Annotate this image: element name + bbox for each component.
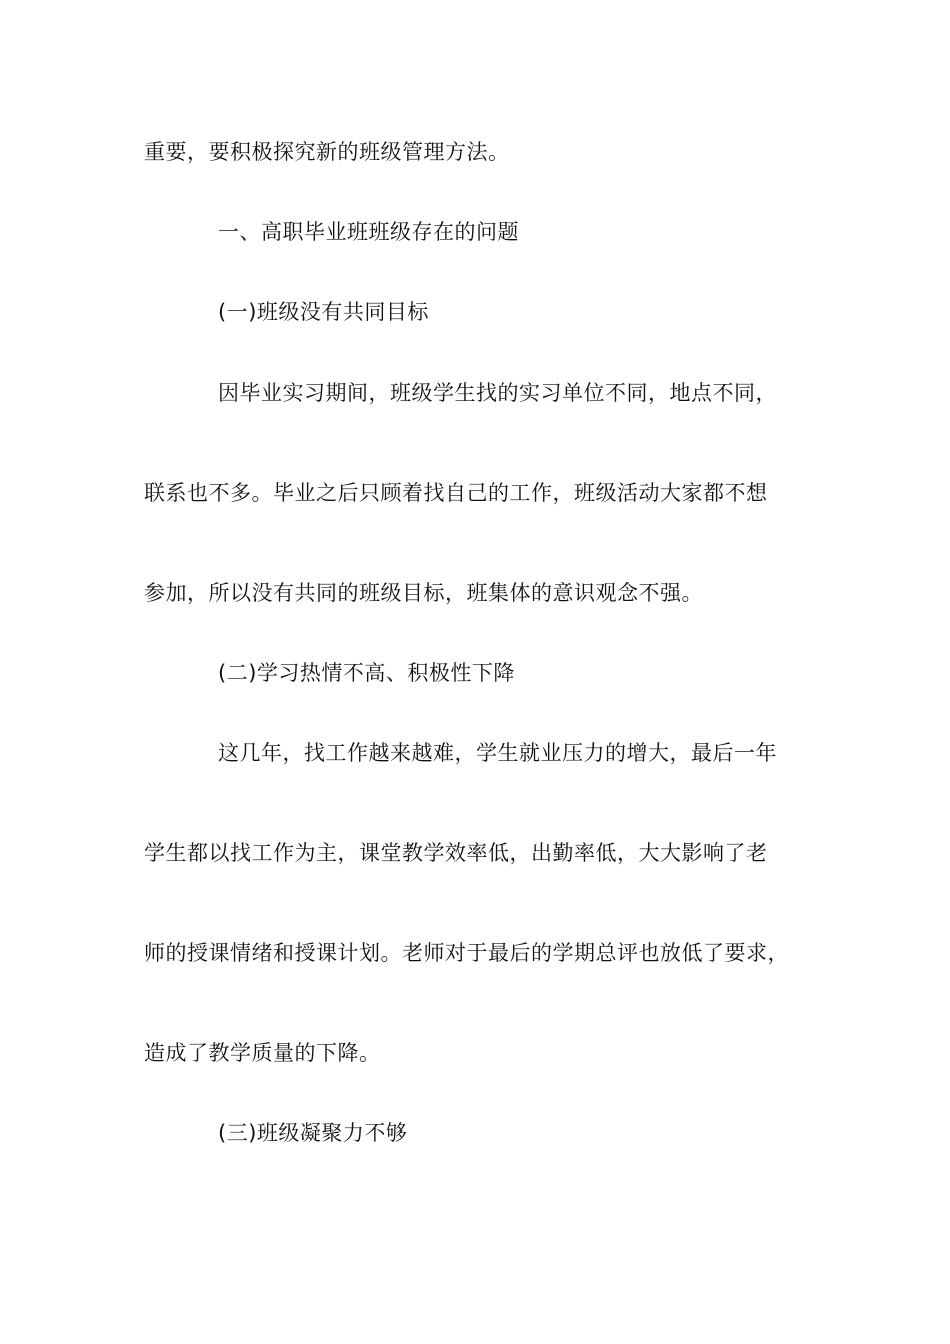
paragraph-1-line-2: 联系也不多。毕业之后只顾着找自己的工作，班级活动大家都不想	[144, 481, 768, 505]
section-heading: 一、高职毕业班班级存在的问题	[218, 220, 519, 244]
paragraph-2-line-4: 造成了教学质量的下降。	[144, 1041, 381, 1065]
paragraph-2-line-1: 这几年，找工作越来越难，学生就业压力的增大，最后一年	[218, 741, 777, 765]
paragraph-continuation-line: 重要，要积极探究新的班级管理方法。	[144, 140, 510, 164]
subsection-heading-1: (一)班级没有共同目标	[218, 300, 429, 324]
paragraph-1-line-1: 因毕业实习期间，班级学生找的实习单位不同，地点不同，	[218, 381, 777, 405]
paragraph-2-line-3: 师的授课情绪和授课计划。老师对于最后的学期总评也放低了要求，	[144, 941, 789, 965]
paragraph-2-line-2: 学生都以找工作为主，课堂教学效率低，出勤率低，大大影响了老	[144, 841, 768, 865]
paragraph-1-line-3: 参加，所以没有共同的班级目标，班集体的意识观念不强。	[144, 581, 703, 605]
subsection-heading-2: (二)学习热情不高、积极性下降	[218, 661, 515, 685]
subsection-heading-3: (三)班级凝聚力不够	[218, 1121, 408, 1145]
